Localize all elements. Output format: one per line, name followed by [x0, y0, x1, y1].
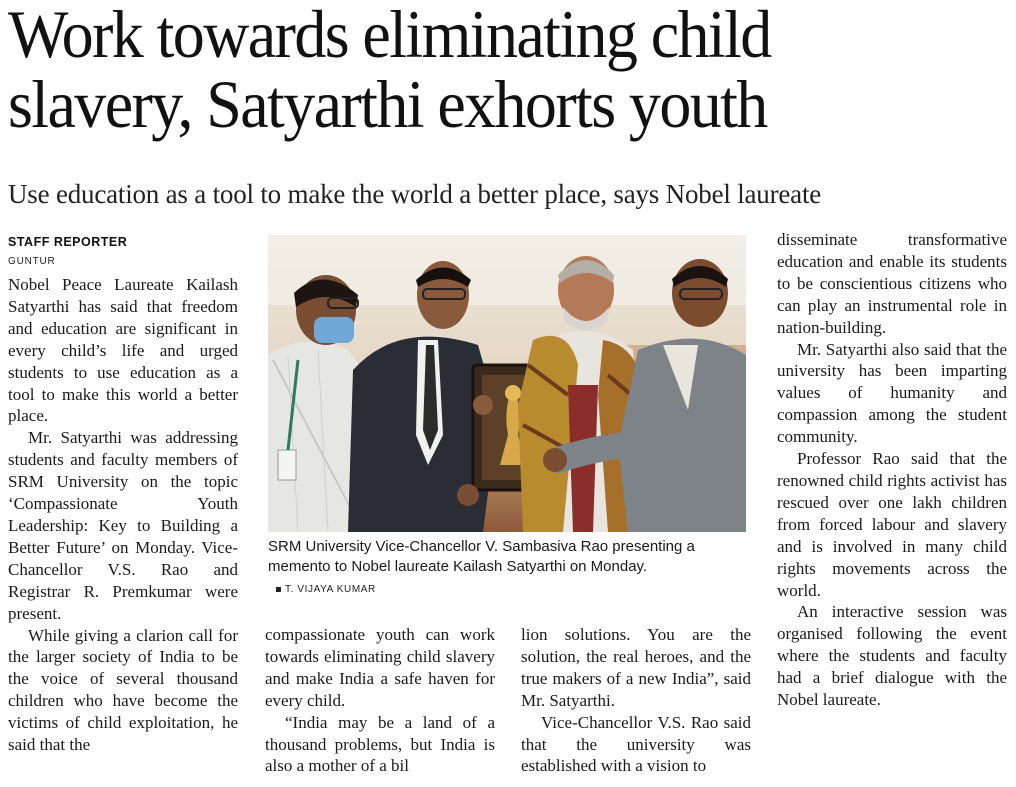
headline-line-2: slavery, Satyarthi exhorts youth — [8, 66, 767, 143]
paragraph-5-end: disseminate transformative education and enable its students to be conscientious citizens who can play an instrumental role in nation-building. — [777, 230, 1007, 337]
byline: STAFF REPORTER — [8, 235, 128, 249]
photo-credit-text: T. VIJAYA KUMAR — [285, 584, 376, 595]
paragraph-5-start: Vice-Chancellor V.S. Rao said that the university was established with a vision to — [521, 712, 751, 776]
news-photo — [268, 235, 746, 532]
bullet-square-icon — [276, 587, 281, 592]
photo-credit — [276, 584, 376, 595]
headline — [8, 0, 1008, 143]
paragraph-7: Professor Rao said that the renowned child rights activist has rescued over one lakh children from forced labour and slavery and is involved in many child rights movements across the world. — [777, 449, 1007, 600]
headline-line-1: Work towards eliminating child — [8, 0, 771, 73]
deck-subheadline: Use education as a tool to make the world a better place, says Nobel laureate — [8, 179, 822, 209]
paragraph-6: Mr. Satyarthi also said that the university has been imparting values of humanity and compassion among the student community. — [777, 339, 1007, 447]
paragraph-4-start: “India may be a land of a thousand problems, but India is also a mother of a bil — [265, 712, 495, 776]
photo-illustration — [268, 235, 746, 532]
paragraph-4-end: lion solutions. You are the solution, the real heroes, and the true makers of a new India”, said Mr. Satyarthi. — [521, 625, 751, 710]
paragraph-1: Nobel Peace Laureate Kailash Satyarthi has said that freedom and education are significant in every child’s life and urged students to use education as a tool to make this world a better place. — [8, 275, 238, 426]
column-2 — [265, 624, 495, 777]
paragraph-8: An interactive session was organised following the event where the students and faculty had a brief dialogue with the Nobel laureate. — [777, 602, 1007, 710]
dateline: GUNTUR — [8, 256, 56, 267]
photo-caption: SRM University Vice-Chancellor V. Sambasiva Rao presenting a memento to Nobel laureate Kailash Satyarthi on Monday. — [268, 538, 695, 575]
paragraph-3-start: While giving a clarion call for the larger society of India to be the voice of several thousand children who have become the victims of child exploitation, he said that the — [8, 625, 238, 755]
paragraph-2: Mr. Satyarthi was addressing students and faculty members of SRM University on the topic ‘Compassionate Youth Leadership: Key to Building a Better Future’ on Monday. Vice-Chancellor V.S. Rao and Registrar R. Premkumar were present. — [8, 428, 238, 623]
column-4 — [777, 229, 1007, 711]
column-3 — [521, 624, 751, 777]
paragraph-3-end: compassionate youth can work towards eliminating child slavery and make India a safe haven for every child. — [265, 625, 495, 710]
column-1 — [8, 274, 238, 756]
